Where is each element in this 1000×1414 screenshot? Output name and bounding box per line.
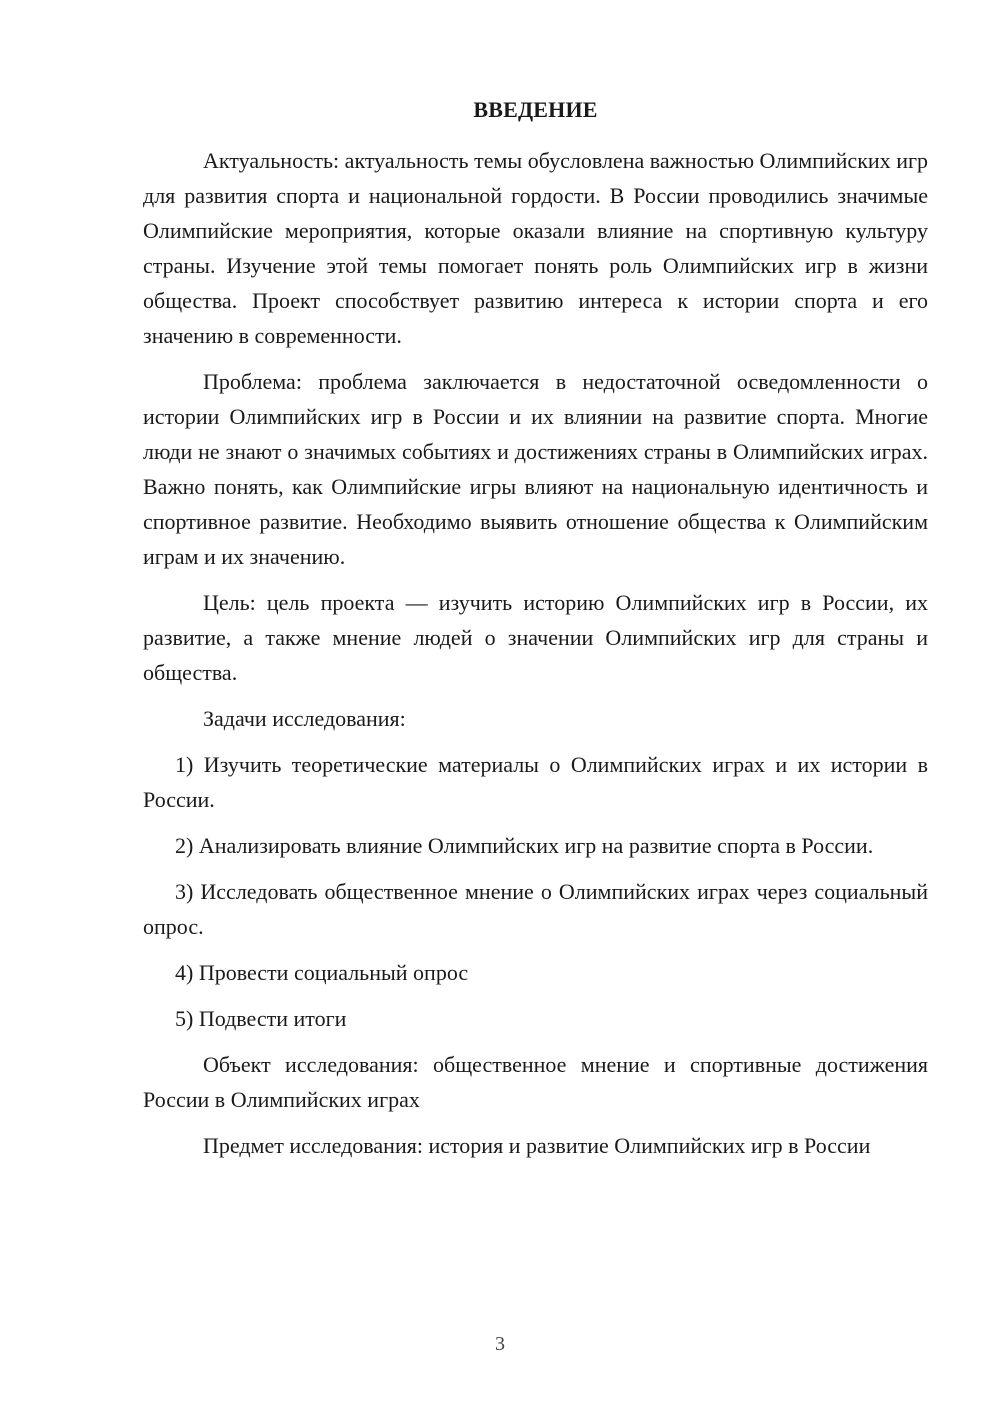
tasks-title: Задачи исследования: [203, 706, 406, 731]
goal-paragraph: Цель: цель проекта — изучить историю Олимпийских игр в России, их развитие, а также мнение людей о значении Олимпийских игр для страны и общества. [143, 590, 928, 685]
task-item-5: 5) Подвести итоги [175, 1006, 347, 1031]
problem-paragraph: Проблема: проблема заключается в недостаточной осведомленности о истории Олимпийских игр в России и их влиянии на развитие спорта. Многие люди не знают о значимых событиях и достижениях страны в Олимпийских играх. Важно понять, как Олимпийские игры влияют на национальную идентичность и спортивное развитие. Необходимо выявить отношение общества к Олимпийским играм и их значению. [143, 369, 928, 569]
task-item-4: 4) Провести социальный опрос [175, 960, 469, 985]
page-title: ВВЕДЕНИЕ [473, 97, 598, 122]
task-item-3: 3) Исследовать общественное мнение о Олимпийских играх через социальный опрос. [143, 879, 928, 939]
relevance-paragraph: Актуальность: актуальность темы обусловлена важностью Олимпийских игр для развития спорта и национальной гордости. В России проводились значимые Олимпийские мероприятия, которые оказали влияние на спортивную культуру страны. Изучение этой темы помогает понять роль Олимпийских игр в жизни общества. Проект способствует развитию интереса к истории спорта и его значению в современности. [143, 148, 928, 348]
object-paragraph: Объект исследования: общественное мнение и спортивные достижения России в Олимпийских играх [143, 1052, 928, 1112]
task-item-1: 1) Изучить теоретические материалы о Олимпийских играх и их истории в России. [143, 752, 928, 812]
task-item-2: 2) Анализировать влияние Олимпийских игр на развитие спорта в России. [175, 833, 874, 858]
document-page [143, 94, 928, 1174]
page-number: 3 [495, 1333, 505, 1355]
subject-paragraph: Предмет исследования: история и развитие Олимпийских игр в России [203, 1133, 871, 1158]
